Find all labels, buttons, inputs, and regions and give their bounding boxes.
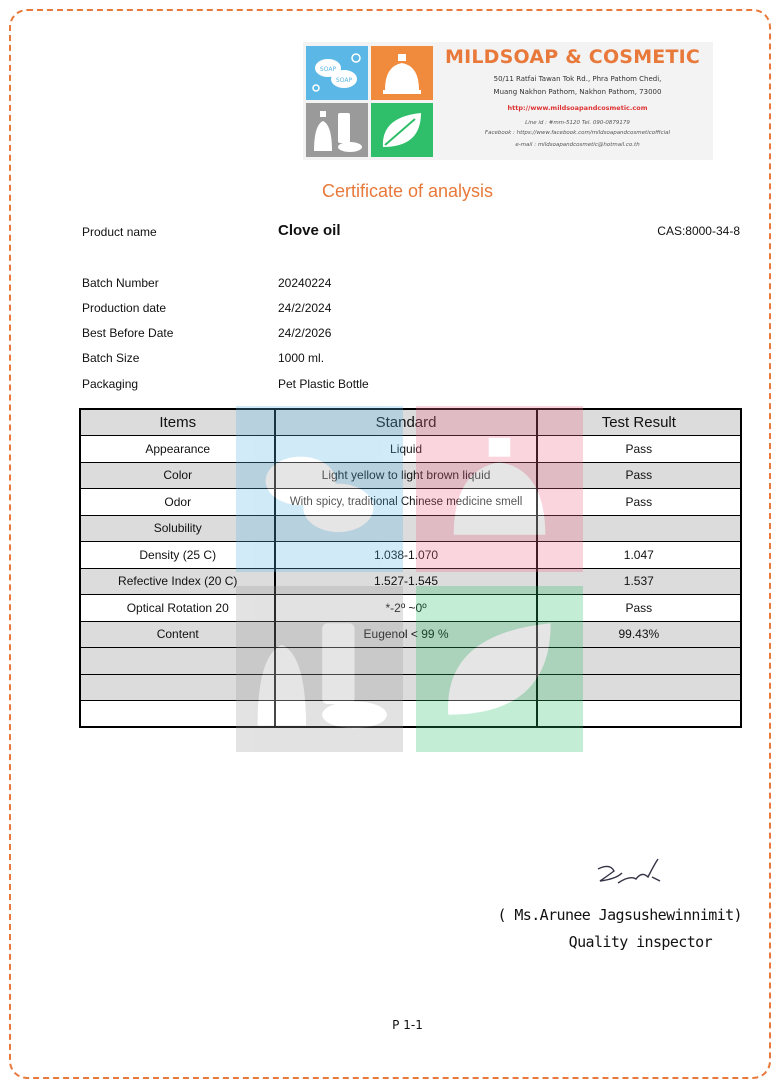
batch-size-label: Batch Size	[82, 351, 140, 365]
table-row	[80, 701, 741, 728]
document-title: Certificate of analysis	[321, 181, 494, 201]
company-email: e-mail : mildsoapandcosmetic@hotmail.co.th	[515, 142, 640, 148]
cell-item: Optical Rotation 20	[80, 595, 275, 622]
production-date-label: Production date	[82, 301, 167, 315]
cell-item: Content	[80, 621, 275, 648]
cell-result: 1.047	[537, 542, 741, 569]
table-row	[80, 489, 741, 516]
analysis-results-table	[79, 408, 742, 728]
cell-item	[80, 648, 275, 675]
batch-number-value: 20240224	[278, 276, 332, 290]
table-row	[80, 436, 741, 463]
cell-result: Pass	[537, 436, 741, 463]
packaging-label: Packaging	[82, 377, 139, 391]
best-before-date-value: 24/2/2026	[278, 326, 332, 340]
product-name-label: Product name	[82, 225, 157, 239]
company-logo-banner	[303, 42, 713, 160]
soap-bars-icon	[306, 46, 368, 100]
cell-result: 99.43%	[537, 621, 741, 648]
signatory-title: Quality inspector	[568, 933, 712, 951]
cell-result: 1.537	[537, 568, 741, 595]
header-standard: Standard	[275, 409, 536, 436]
page-number: P 1-1	[392, 1018, 423, 1032]
table-row	[80, 462, 741, 489]
company-facebook: Facebook : https://www.facebook.com/mildsoapandcosmeticofficial	[484, 130, 671, 136]
cell-standard	[275, 674, 536, 701]
cell-standard: With spicy, traditional Chinese medicine smell	[275, 489, 536, 516]
company-address-line2: Muang Nakhon Pathom, Nakhon Pathom, 73000	[493, 88, 662, 96]
cell-result	[537, 701, 741, 728]
cell-result	[537, 515, 741, 542]
cell-item: Density (25 C)	[80, 542, 275, 569]
cell-item: Odor	[80, 489, 275, 516]
table-row	[80, 648, 741, 675]
cell-item	[80, 701, 275, 728]
cell-item: Refective Index (20 C)	[80, 568, 275, 595]
cell-result	[537, 648, 741, 675]
cell-result: Pass	[537, 462, 741, 489]
header-items: Items	[80, 409, 275, 436]
soap-dispenser-icon	[371, 46, 433, 100]
cell-standard	[275, 701, 536, 728]
company-website: http://www.mildsoapandcosmetic.com	[507, 104, 648, 112]
handwritten-signature	[592, 855, 664, 891]
svg-text:SOAP: SOAP	[335, 77, 353, 84]
batch-size-value: 1000 ml.	[278, 351, 325, 365]
cell-result	[537, 674, 741, 701]
cell-standard	[275, 515, 536, 542]
cell-item	[80, 674, 275, 701]
company-address-line1: 50/11 Ratfai Tawan Tok Rd., Phra Pathom Chedi,	[493, 75, 662, 83]
cell-standard: 1.038-1.070	[275, 542, 536, 569]
cell-standard: Light yellow to light brown liquid	[275, 462, 536, 489]
table-row	[80, 674, 741, 701]
leaf-icon	[371, 103, 433, 157]
best-before-date-label: Best Before Date	[82, 326, 174, 340]
product-name-value: Clove oil	[278, 222, 341, 239]
company-name: MILDSOAP & COSMETIC	[445, 46, 701, 68]
cas-number: CAS:8000-34-8	[657, 224, 740, 238]
batch-number-label: Batch Number	[82, 276, 159, 290]
production-date-value: 24/2/2024	[278, 301, 332, 315]
svg-text:SOAP: SOAP	[319, 66, 337, 73]
cell-item: Solubility	[80, 515, 275, 542]
table-row	[80, 595, 741, 622]
cell-standard: Liquid	[275, 436, 536, 463]
cell-standard	[275, 648, 536, 675]
cell-result: Pass	[537, 595, 741, 622]
cell-item: Color	[80, 462, 275, 489]
company-phone: Line id : #mm-5120 Tel. 090-0879179	[525, 120, 630, 126]
cell-item: Appearance	[80, 436, 275, 463]
cosmetic-bottles-icon	[306, 103, 368, 157]
table-row	[80, 515, 741, 542]
packaging-value: Pet Plastic Bottle	[278, 377, 369, 391]
cell-standard: Eugenol < 99 %	[275, 621, 536, 648]
table-row	[80, 621, 741, 648]
table-header-row	[80, 409, 741, 436]
table-row	[80, 568, 741, 595]
table-row	[80, 542, 741, 569]
cell-standard: *-2º ~0º	[275, 595, 536, 622]
header-test-result: Test Result	[537, 409, 741, 436]
cell-result: Pass	[537, 489, 741, 516]
signatory-name: ( Ms.Arunee Jagsushewinnimit)	[497, 906, 742, 924]
cell-standard: 1.527-1.545	[275, 568, 536, 595]
